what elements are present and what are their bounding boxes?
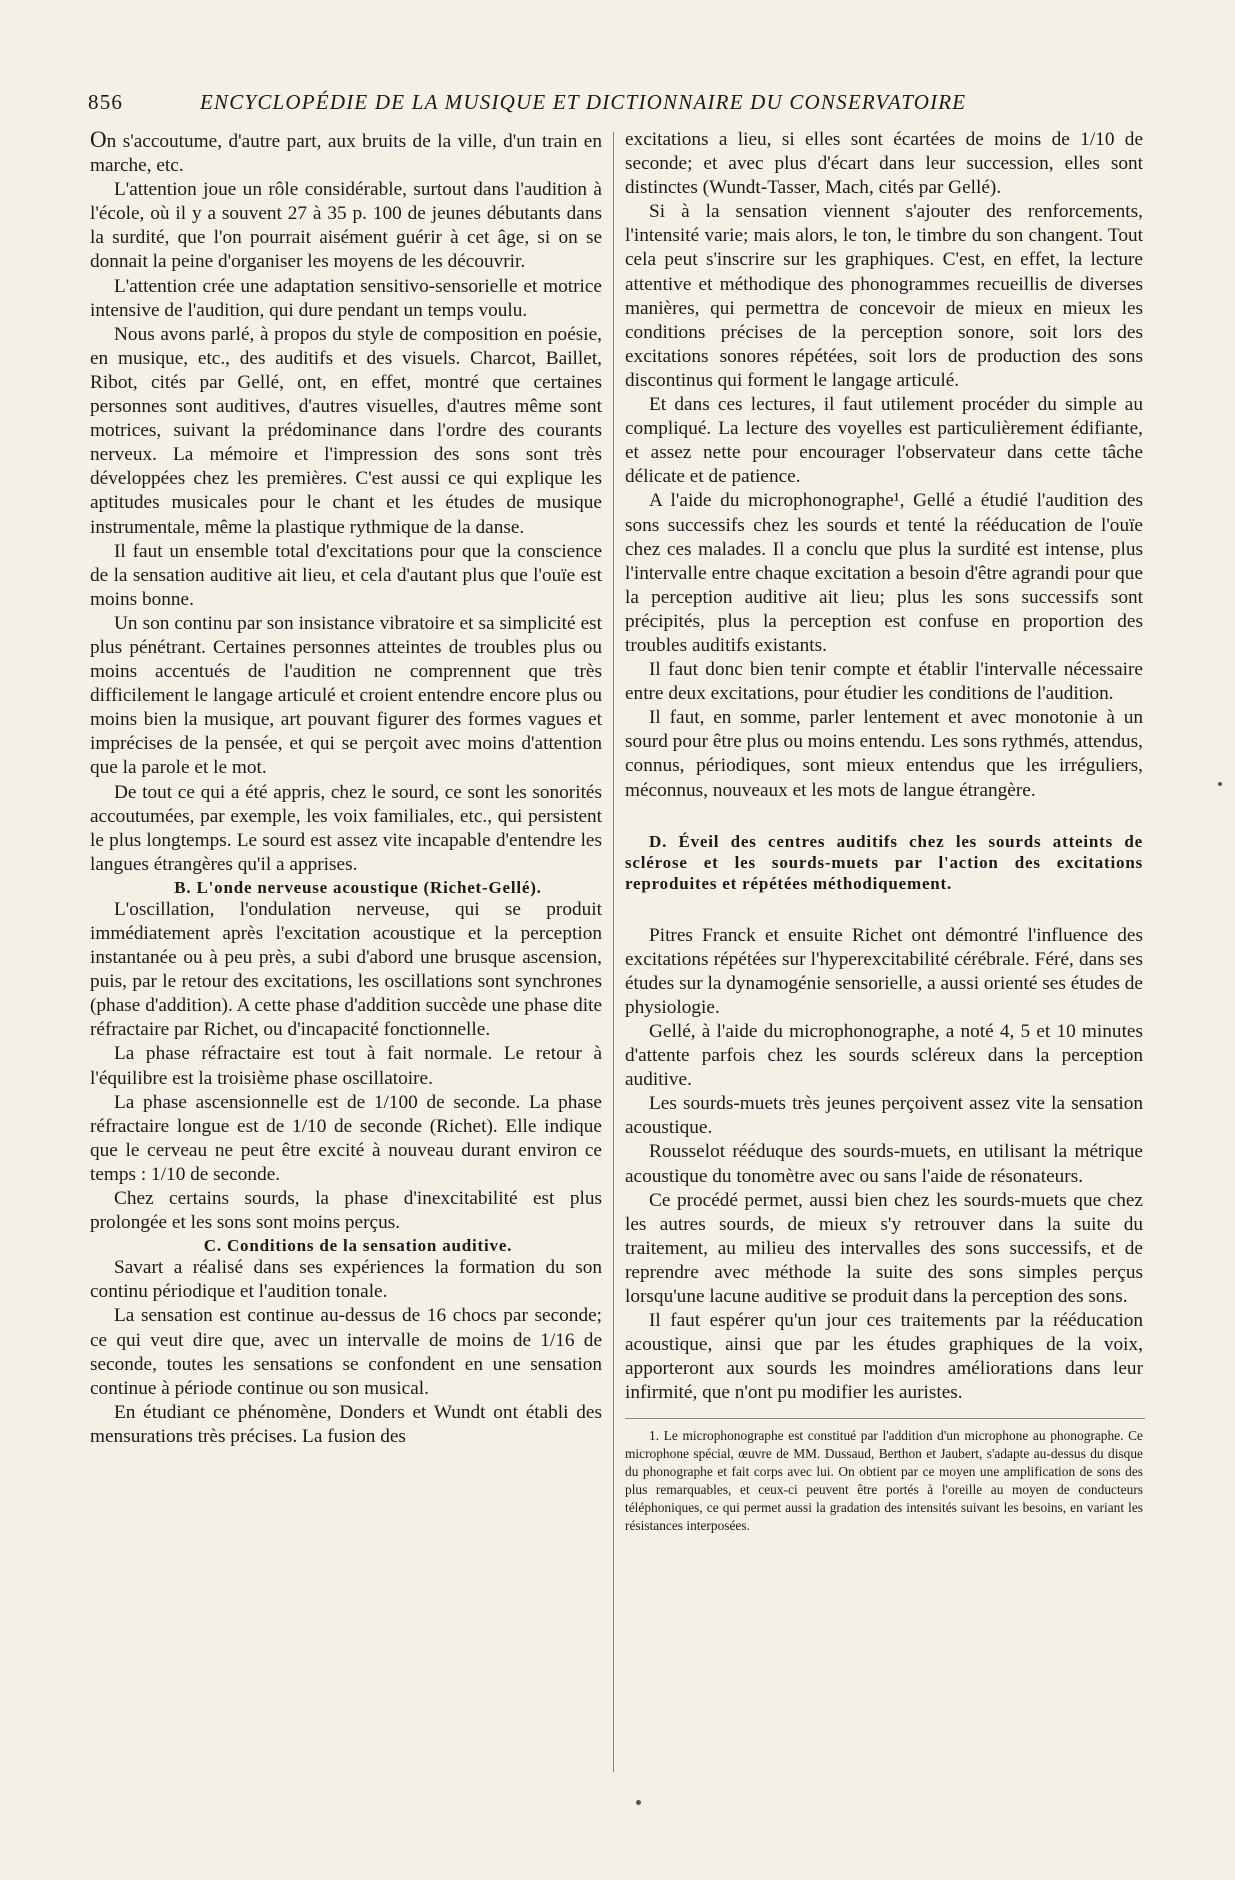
drop-cap: O — [90, 127, 107, 152]
paragraph: Il faut un ensemble total d'excitations pour que la conscience de la sensation auditive ait lieu, et cela d'autant plus que l'ouïe est moins bonne. — [90, 540, 602, 610]
paragraph: Ce procédé permet, aussi bien chez les sourds-muets que chez les autres sourds, de mieux s'y retrouver dans la suite du traitement, au milieu des intervalles des sons successifs, et de reprendre avec méthode la suite des sons simples perçus lorsqu'une lacune auditive se produit dans la perception des sons. — [625, 1189, 1143, 1308]
paragraph: La sensation est continue au-dessus de 16 chocs par seconde; ce qui veut dire que, avec un intervalle de moins de 1/16 de seconde, toutes les sensations se confondent en une sensation continue à période continue ou son musical. — [90, 1305, 602, 1399]
paragraph: Nous avons parlé, à propos du style de composition en poésie, en musique, etc., des auditifs et des visuels. Charcot, Baillet, Ribot, cités par Gellé, ont, en effet, montré que certaines personnes sont auditives, d'autres visuelles, d'autres même sont motrices, suivant la prédominance dans l'ordre des courants nerveux. La mémoire et l'impression des sons sont très développées chez les premières. C'est aussi ce qui explique les aptitudes musicales pour le chant et les études de musique instrumentale, même la plastique rythmique de la danse. — [90, 323, 602, 538]
left-column — [90, 128, 602, 1449]
paragraph: La phase réfractaire est tout à fait normale. Le retour à l'équilibre est la troisième phase oscillatoire. — [90, 1043, 602, 1089]
paragraph: Il faut espérer qu'un jour ces traitements par la rééducation acoustique, ainsi que par les études graphiques de la voix, apporteront aux sourds les moindres améliorations dans leur infirmité, que n'ont pu modifier les auristes. — [625, 1310, 1143, 1404]
running-title: ENCYCLOPÉDIE DE LA MUSIQUE ET DICTIONNAIRE DU CONSERVATOIRE — [200, 90, 967, 114]
paragraph: A l'aide du microphonographe¹, Gellé a étudié l'audition des sons successifs chez les sourds et tenté la rééducation de l'ouïe chez ces malades. Il a conclu que plus la surdité est intense, plus l'intervalle entre chaque excitation a besoin d'être agrandi pour que la perception auditive ait lieu; plus les sons successifs sont précipités, plus la perception est confuse en proportion des troubles auditifs existants. — [625, 490, 1143, 656]
paragraph: Et dans ces lectures, il faut utilement procéder du simple au compliqué. La lecture des voyelles est particulièrement édifiante, et assez nette pour encourager l'observateur dans cette tâche délicate et de patience. — [625, 394, 1143, 488]
paragraph: En étudiant ce phénomène, Donders et Wundt ont établi des mensurations très précises. La fusion des — [90, 1401, 602, 1447]
column-divider — [613, 132, 614, 1772]
paragraph: De tout ce qui a été appris, chez le sourd, ce sont les sonorités accoutumées, par exemple, les voix familiales, etc., qui persistent le plus longtemps. Le sourd est assez vite incapable d'entendre les langues étrangères qu'il a apprises. — [90, 781, 602, 875]
paragraph: Il faut, en somme, parler lentement et avec monotonie à un sourd pour être plus ou moins entendu. Les sons rythmés, attendus, connus, périodiques, sont mieux entendus que les irréguliers, méconnus, nouveaux et les mots de langue étrangère. — [625, 707, 1143, 801]
paragraph: Un son continu par son insistance vibratoire et sa simplicité est plus pénétrant. Certaines personnes atteintes de troubles plus ou moins accentués de l'audition ne comprennent que très difficilement le langage articulé et croient entendre encore plus ou moins bien la musique, art pouvant figurer des formes vagues et imprécises de la pensée, et qui se perçoit avec moins d'attention que la parole et le mot. — [90, 612, 602, 779]
paragraph: Pitres Franck et ensuite Richet ont démontré l'influence des excitations répétées sur l'hyperexcitabilité cérébrale. Féré, dans ses études sur la dynamogénie sensorielle, a aussi orienté ses études de physiologie. — [625, 924, 1143, 1018]
paragraph: La phase ascensionnelle est de 1/100 de seconde. La phase réfractaire longue est de 1/10 de seconde (Richet). Elle indique que le cerveau ne peut être excité à nouveau durant environ ce temps : 1/10 de seconde. — [90, 1091, 602, 1185]
ink-speck — [636, 1800, 641, 1805]
paragraph: Gellé, à l'aide du microphonographe, a noté 4, 5 et 10 minutes d'attente parfois chez les sourds scléreux dans la perception auditive. — [625, 1021, 1143, 1091]
footnote: 1. Le microphonographe est constitué par l'addition d'un microphone au phonographe. Ce microphone spécial, œuvre de MM. Dussaud, Berthon et Jaubert, s'adapte au-dessus du disque du phonographe et fait corps avec lui. On obtient par ce moyen une amplification de sons des plus remarquables, et ceux-ci peuvent être portés à l'oreille au moyen de conducteurs téléphoniques, ce qui permet aussi la gradation des intensités suivant les besoins, en variant les résistances interposées. — [625, 1427, 1143, 1533]
ink-speck — [1218, 782, 1222, 786]
footnote-rule — [625, 1418, 1145, 1419]
right-column — [625, 128, 1143, 1535]
paragraph: Rousselot rééduque des sourds-muets, en utilisant la métrique acoustique du tonomètre avec ou sans l'aide de résonateurs. — [625, 1141, 1143, 1187]
paragraph: Les sourds-muets très jeunes perçoivent assez vite la sensation acoustique. — [625, 1093, 1143, 1139]
paragraph-text: n s'accoutume, d'autre part, aux bruits de la ville, d'un train en marche, etc. — [90, 131, 602, 177]
paragraph: Si à la sensation viennent s'ajouter des renforcements, l'intensité varie; mais alors, le ton, le timbre du son changent. Tout cela peut s'inscrire sur les graphiques. C'est, en effet, la lecture attentive et méthodique des phonogrammes recueillis de diverses manières, qui permettra de concevoir de mieux en mieux les conditions précises de la perception sonore, soit lors des excitations sonores répétées, soit lors de production des sons discontinus qui forment le langage articulé. — [625, 201, 1143, 391]
paragraph: L'attention joue un rôle considérable, surtout dans l'audition à l'école, où il y a souvent 27 à 35 p. 100 de jeunes débutants dans la surdité, que l'on pourrait aisément guérir à cet âge, si on se donnait la peine d'organiser les moyens de les découvrir. — [90, 179, 602, 273]
paragraph: Il faut donc bien tenir compte et établir l'intervalle nécessaire entre deux excitations, pour étudier les conditions de l'audition. — [625, 659, 1143, 705]
paragraph: Chez certains sourds, la phase d'inexcitabilité est plus prolongée et les sons sont moins perçus. — [90, 1188, 602, 1234]
paragraph: L'attention crée une adaptation sensitivo-sensorielle et motrice intensive de l'audition, qui dure pendant un temps voulu. — [90, 275, 602, 321]
paragraph: Savart a réalisé dans ses expériences la formation du son continu périodique et l'audition tonale. — [90, 1257, 602, 1303]
section-heading-b: B. L'onde nerveuse acoustique (Richet-Gellé). — [174, 877, 542, 897]
paragraph — [90, 128, 602, 178]
section-heading-c: C. Conditions de la sensation auditive. — [203, 1236, 513, 1256]
section-heading-d: D. Éveil des centres auditifs chez les sourds atteints de sclérose et les sourds-muets par l'action des excitations reproduites et répétées méthodiquement. — [625, 831, 1143, 893]
paragraph: L'oscillation, l'ondulation nerveuse, qui se produit immédiatement après l'excitation acoustique et la perception instantanée ou à peu près, a subi d'abord une brusque ascension, puis, par le retour des excitations, les oscillations sont synchrones (phase d'addition). A cette phase d'addition succède une phase dite réfractaire par Richet, ou d'incapacité fonctionnelle. — [90, 898, 602, 1041]
paragraph: excitations a lieu, si elles sont écartées de moins de 1/10 de seconde; et avec plus d'écart dans leur succession, elles sont distinctes (Wundt-Tasser, Mach, cités par Gellé). — [625, 129, 1143, 199]
page-number: 856 — [88, 90, 124, 114]
page-header — [88, 90, 1148, 120]
